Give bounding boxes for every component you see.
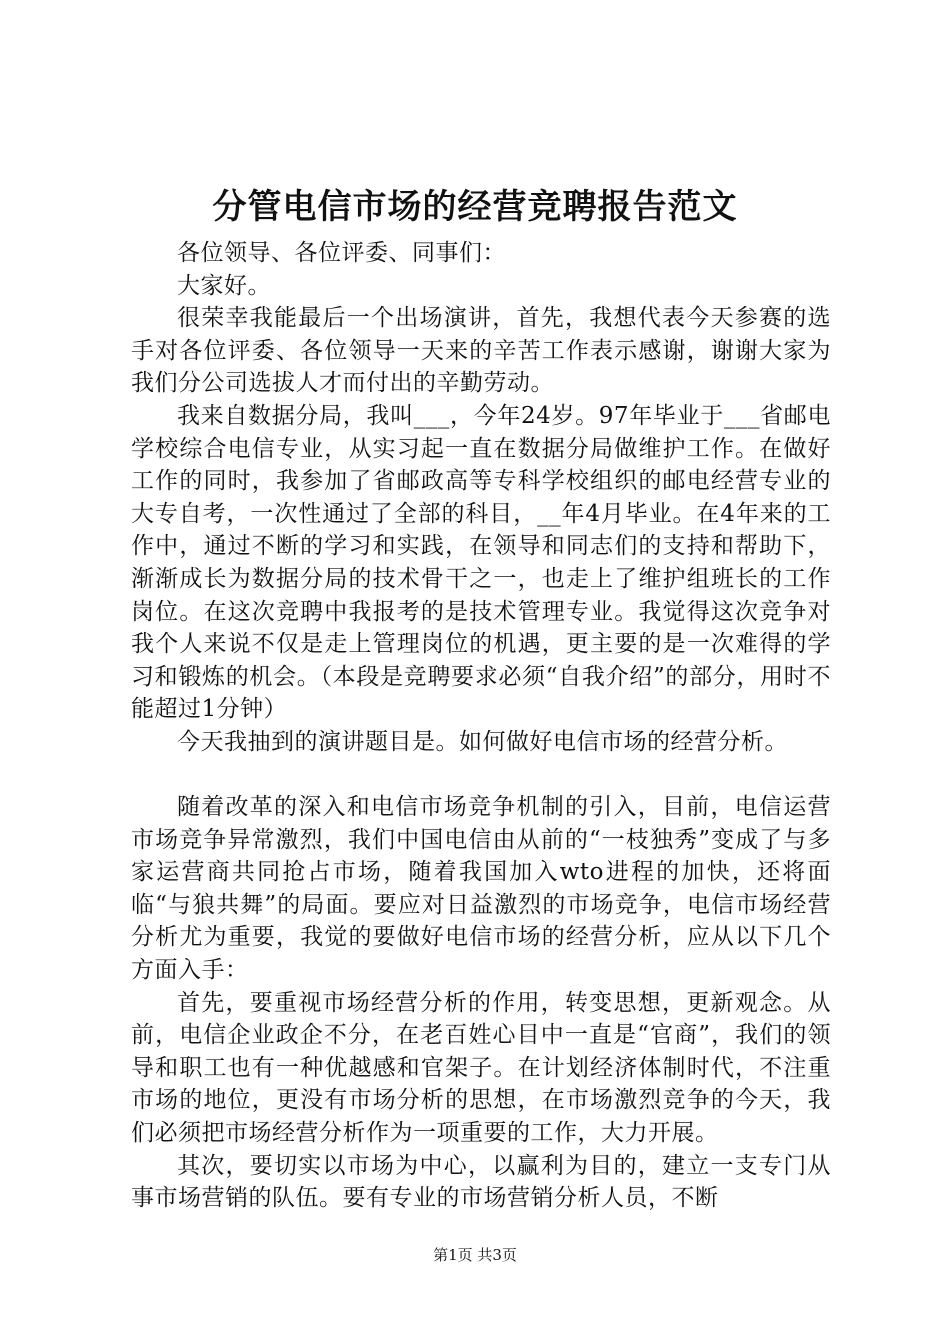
page-footer: 第1页 共3页 — [433, 1246, 517, 1264]
paragraph-spacer — [131, 759, 831, 792]
salutation-paragraph: 各位领导、各位评委、同事们： — [177, 240, 506, 266]
second-point-paragraph: 其次，要切实以市场为中心，以赢利为目的，建立一支专门从事市场营销的队伍。要有专业的市场营销分析人员，不断 — [131, 1152, 831, 1212]
background-paragraph: 随着改革的深入和电信市场竞争机制的引入，目前，电信运营市场竞争异常激烈，我们中国电信由从前的“一枝独秀”变成了与多家运营商共同抢占市场，随着我国加入wto进程的加快，还将面临“与狼共舞”的局面。要应对日益激烈的市场竞争，电信市场经营分析尤为重要，我觉的要做好电信市场的经营分析，应从以下几个方面入手： — [131, 794, 831, 984]
greeting-paragraph: 大家好。 — [177, 272, 271, 299]
document-title: 分管电信市场的经营竞聘报告范文 — [212, 187, 738, 227]
first-point-paragraph: 首先，要重视市场经营分析的作用，转变思想，更新观念。从前，电信企业政企不分，在老百姓心目中一直是“官商”，我们的领导和职工也有一种优越感和官架子。在计划经济体制时代，不注重市场的地位，更没有市场分析的思想，在市场激烈竞争的今天，我们必须把市场经营分析作为一项重要的工作，大力开展。 — [131, 989, 831, 1147]
topic-paragraph: 今天我抽到的演讲题目是。如何做好电信市场的经营分析。 — [177, 728, 788, 755]
opening-paragraph: 很荣幸我能最后一个出场演讲，首先，我想代表今天参赛的选手对各位评委、各位领导一天来的辛苦工作表示感谢，谢谢大家为我们分公司选拔人才而付出的辛勤劳动。 — [131, 305, 831, 397]
self-introduction-paragraph: 我来自数据分局，我叫___，今年24岁。97年毕业于___省邮电学校综合电信专业，从实习起一直在数据分局做维护工作。在做好工作的同时，我参加了省邮政高等专科学校组织的邮电经营专业的大专自考，一次性通过了全部的科目，__年4月毕业。在4年来的工作中，通过不断的学习和实践，在领导和同志们的支持和帮助下，渐渐成长为数据分局的技术骨干之一，也走上了维护组班长的工作岗位。在这次竞聘中我报考的是技术管理专业。我觉得这次竞争对我个人来说不仅是走上管理岗位的机遇，更主要的是一次难得的学习和锻炼的机会。（本段是竞聘要求必须“自我介绍”的部分，用时不能超过1分钟） — [131, 402, 831, 723]
document-body — [131, 237, 831, 1215]
